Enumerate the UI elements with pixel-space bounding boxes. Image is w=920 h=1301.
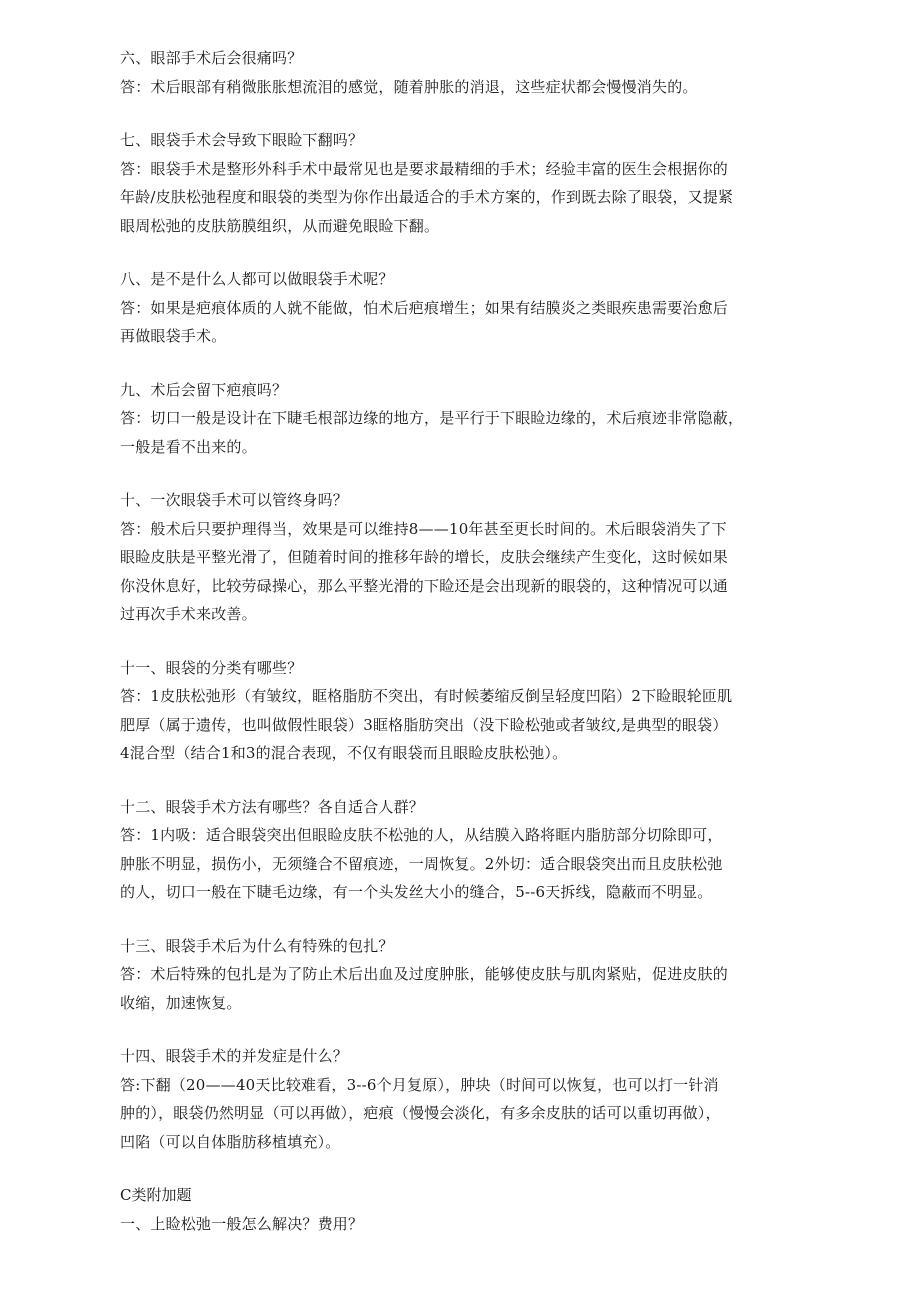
answer-line: 的人，切口一般在下睫毛边缘，有一个头发丝大小的缝合，5--6天拆线，隐蔽而不明显。 bbox=[120, 883, 713, 901]
answer-line: 答：1皮肤松弛形（有皱纹，眶格脂肪不突出，有时候萎缩反倒呈轻度凹陷）2下睑眼轮匝肌 bbox=[120, 687, 733, 705]
question: 九、术后会留下疤痕吗？ bbox=[120, 380, 288, 399]
question: 十四、眼袋手术的并发症是什么？ bbox=[120, 1047, 349, 1065]
answer-line: 你没休息好，比较劳碌操心，那么平整光滑的下睑还是会出现新的眼袋的，这种情况可以通 bbox=[120, 576, 729, 595]
qa-item-13 bbox=[120, 932, 820, 1018]
answer-line: 再做眼袋手术。 bbox=[120, 327, 227, 345]
qa-item-10 bbox=[120, 486, 820, 629]
question: 七、眼袋手术会导致下眼睑下翻吗？ bbox=[120, 131, 364, 149]
answer-line: 肿胀不明显，损伤小，无须缝合不留痕迹，一周恢复。2外切：适合眼袋突出而且皮肤松弛 bbox=[120, 854, 723, 873]
answer-line: 答：般术后只要护理得当，效果是可以维持8——10年甚至更长时间的。术后眼袋消失了下 bbox=[120, 519, 727, 538]
answer-line: 过再次手术来改善。 bbox=[120, 605, 257, 623]
answer-line: 眼睑皮肤是平整光滑了，但随着时间的推移年龄的增长，皮肤会继续产生变化，这时候如果 bbox=[120, 548, 729, 566]
answer-line: 答：切口一般是设计在下睫毛根部边缘的地方，是平行于下眼睑边缘的，术后痕迹非常隐蔽， bbox=[120, 409, 744, 427]
answer-line: 答：术后眼部有稍微胀胀想流泪的感觉，随着肿胀的消退，这些症状都会慢慢消失的。 bbox=[120, 77, 698, 96]
answer-line: 4混合型（结合1和3的混合表现，不仅有眼袋而且眼睑皮肤松弛）。 bbox=[120, 744, 568, 762]
answer-line: 凹陷（可以自体脂肪移植填充）。 bbox=[120, 1132, 341, 1151]
qa-item-7 bbox=[120, 126, 820, 240]
answer-line: 答:下翻（20——40天比较难看，3--6个月复原），肿块（时间可以恢复，也可以打一针消 bbox=[120, 1075, 719, 1094]
question: 十、一次眼袋手术可以管终身吗？ bbox=[120, 491, 349, 509]
question: 十三、眼袋手术后为什么有特殊的包扎？ bbox=[120, 936, 394, 955]
answer-line: 答：术后特殊的包扎是为了防止术后出血及过度肿胀，能够使皮肤与肌肉紧贴，促进皮肤的 bbox=[120, 965, 729, 983]
answer-line: 肥厚（属于遗传，也叫做假性眼袋）3眶格脂肪突出（没下睑松弛或者皱纹,是典型的眼袋） bbox=[120, 715, 728, 734]
question: 十一、眼袋的分类有哪些？ bbox=[120, 658, 303, 677]
qa-item-9 bbox=[120, 376, 820, 462]
question: 六、眼部手术后会很痛吗？ bbox=[120, 49, 303, 67]
answer-line: 答：眼袋手术是整形外科手术中最常见也是要求最精细的手术；经验丰富的医生会根据你的 bbox=[120, 159, 729, 178]
answer-line: 肿的），眼袋仍然明显（可以再做），疤痕（慢慢会淡化，有多余皮肤的话可以重切再做）， bbox=[120, 1104, 721, 1122]
question: 八、是不是什么人都可以做眼袋手术呢？ bbox=[120, 270, 394, 288]
document-page bbox=[120, 44, 820, 1263]
answer-line: 答：如果是疤痕体质的人就不能做，怕术后疤痕增生；如果有结膜炎之类眼疾患需要治愈后 bbox=[120, 298, 729, 317]
appendix-section bbox=[120, 1181, 820, 1238]
question: 十二、眼袋手术方法有哪些？各自适合人群？ bbox=[120, 797, 425, 816]
qa-item-6 bbox=[120, 44, 820, 101]
qa-item-11 bbox=[120, 654, 820, 768]
appendix-question: 一、上睑松弛一般怎么解决？费用？ bbox=[120, 1214, 364, 1233]
answer-line: 一般是看不出来的。 bbox=[120, 437, 257, 456]
qa-item-14 bbox=[120, 1042, 820, 1156]
answer-line: 眼周松弛的皮肤筋膜组织，从而避免眼睑下翻。 bbox=[120, 216, 440, 235]
qa-item-8 bbox=[120, 265, 820, 351]
appendix-title: C类附加题 bbox=[120, 1186, 192, 1204]
answer-line: 收缩，加速恢复。 bbox=[120, 993, 242, 1012]
qa-item-12 bbox=[120, 793, 820, 907]
answer-line: 年龄/皮肤松弛程度和眼袋的类型为你作出最适合的手术方案的，作到既去除了眼袋，又提紧 bbox=[120, 188, 734, 206]
answer-line: 答：1内吸：适合眼袋突出但眼睑皮肤不松弛的人，从结膜入路将眶内脂肪部分切除即可， bbox=[120, 826, 723, 844]
